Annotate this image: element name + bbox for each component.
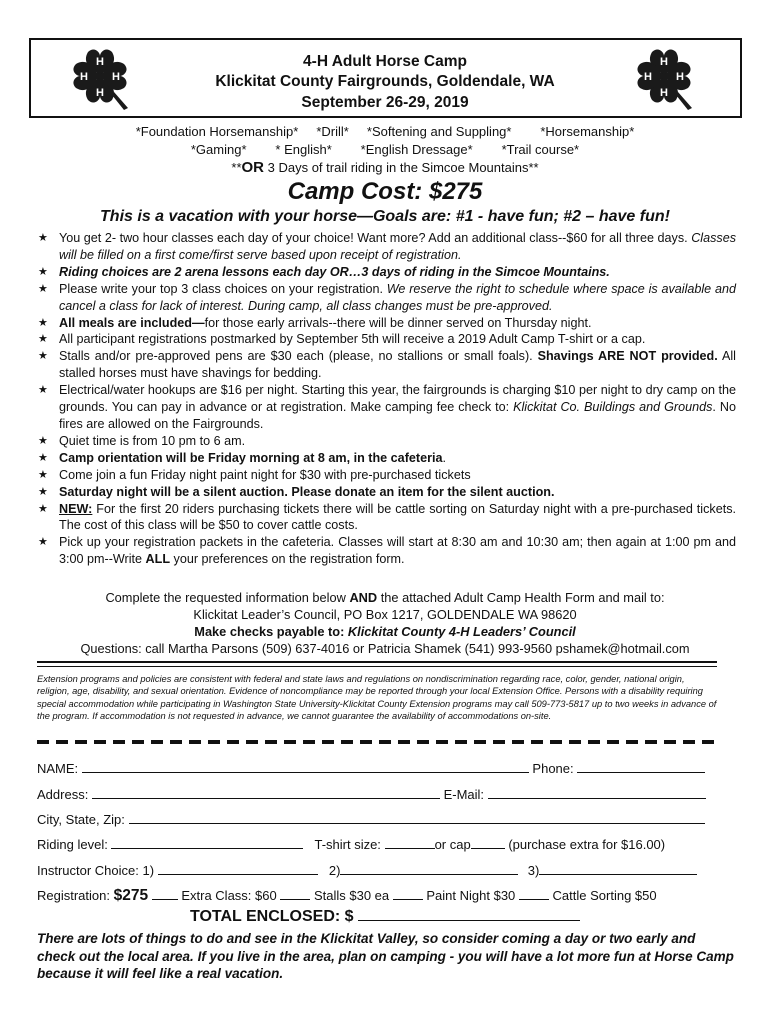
cattle-sorting-label: Cattle Sorting $50 <box>552 888 657 903</box>
list-item <box>36 433 736 450</box>
logo-letter-top: H <box>96 56 104 68</box>
offerings-line-1: *Foundation Horsemanship* *Drill* *Softening and Suppling* *Horsemanship* <box>135 124 635 139</box>
star-bullet-icon: ★ <box>38 384 48 397</box>
bullet-text: for those early arrivals--there will be dinner served on Thursday night. <box>204 315 592 330</box>
total-enclosed-row <box>0 906 770 926</box>
total-enclosed-field[interactable] <box>358 906 580 921</box>
registration-amount: $275 <box>113 887 149 904</box>
divider-thick <box>37 661 717 663</box>
star-bullet-icon: ★ <box>38 434 48 447</box>
cap-field[interactable] <box>471 836 505 849</box>
bullet-text-bold: Shavings ARE NOT provided. <box>537 349 718 364</box>
form-row-address <box>37 786 727 803</box>
offerings-prefix: ** <box>231 160 242 175</box>
logo-letter-right: H <box>112 71 120 83</box>
extra-class-label: Extra Class: $60 <box>181 888 277 903</box>
offerings-or: OR <box>241 159 265 176</box>
choice-3-label: 3) <box>527 863 540 878</box>
choice-2-label: 2) <box>328 863 341 878</box>
registration-field[interactable] <box>152 887 178 900</box>
list-item <box>36 484 736 501</box>
event-dates: September 26-29, 2019 <box>301 94 469 111</box>
cut-line-divider <box>37 740 719 744</box>
extra-class-field[interactable] <box>280 887 310 900</box>
phone-field[interactable] <box>577 760 705 773</box>
tshirt-size-field[interactable] <box>385 836 435 849</box>
phone-label: Phone: <box>532 761 574 776</box>
star-bullet-icon: ★ <box>38 468 48 481</box>
email-label: E-Mail: <box>443 787 485 802</box>
address-label: Address: <box>37 787 89 802</box>
bullet-text-italic: We reserve the right to schedule where space is available and cancel a class for lack of interest. During camp, all class changes must be pre-approved. <box>59 281 736 313</box>
mail-text-bold: AND <box>349 590 378 605</box>
camp-cost-heading: Camp Cost: $275 <box>287 178 483 205</box>
logo-letter-right: H <box>676 71 684 83</box>
bullet-text: For the first 20 riders purchasing tickets there will be cattle sorting on Saturday night with a pre-purchased tickets. The cost of this class will be $50 to cover cattle costs. <box>59 501 736 533</box>
bullet-text: your preferences on the registration form. <box>170 552 405 567</box>
instructor-choice-label: Instructor Choice: 1) <box>37 863 155 878</box>
bullet-text: You get 2- two hour classes each day of your choice! Want more? Add an additional class--$60 for all three days. <box>59 231 692 245</box>
bullet-text-italic: Klickitat Co. Buildings and Grounds <box>513 400 713 415</box>
list-item <box>36 382 736 433</box>
list-item <box>36 450 736 467</box>
star-bullet-icon: ★ <box>38 232 48 244</box>
riding-level-label: Riding level: <box>37 837 108 852</box>
riding-level-field[interactable] <box>111 836 303 849</box>
list-item <box>36 264 736 281</box>
bullet-text-bold: All meals are included— <box>59 315 205 330</box>
nondiscrimination-disclaimer: Extension programs and policies are consistent with federal and state laws and regulations on nondiscrimination regarding race, color, gender, national origin, religion, age, disability, and sexual orientation. Evidence of noncompliance may be reported through your local Extension Office. Persons with a disability requiring special accommodation while participating in Washington State University-Klickitat County Extension programs may call 509-773-5817 up to two weeks in advance of the program. If accommodation is not requested in advance, we cannot guarantee the availability of accommodations on-site. <box>37 674 717 721</box>
star-bullet-icon: ★ <box>38 333 48 346</box>
bullet-text: All participant registrations postmarked by September 5th will receive a 2019 Adult Camp T-shirt or a cap. <box>59 332 646 347</box>
list-item <box>36 331 736 348</box>
logo-letter-top: H <box>660 56 668 68</box>
logo-letter-left: H <box>644 71 652 83</box>
form-row-name <box>37 760 727 777</box>
bullet-text-bold: Saturday night will be a silent auction. Please donate an item for the silent auction. <box>59 484 555 499</box>
name-field[interactable] <box>82 760 529 773</box>
offerings-line-2: *Gaming* * English* *English Dressage* *Trail course* <box>190 142 580 157</box>
bullet-text-bold: NEW: <box>59 501 93 516</box>
form-row-city <box>37 811 727 828</box>
bullet-text: Quiet time is from 10 pm to 6 am. <box>59 433 246 448</box>
list-item <box>36 230 736 264</box>
tshirt-label: T-shirt size: <box>314 837 381 852</box>
offerings-line-3 <box>0 159 770 177</box>
bullet-text-bold: Riding choices are 2 arena lessons each day OR…3 days of riding in the Simcoe Mountains. <box>59 264 610 279</box>
contact-questions: Questions: call Martha Parsons (509) 637-4016 or Patricia Shamek (541) 993-9560 pshamek@hotmail.com <box>80 641 690 656</box>
bullet-text-bold: Camp orientation will be Friday morning at 8 am, in the cafeteria <box>59 450 443 465</box>
form-row-registration <box>37 887 727 904</box>
star-bullet-icon: ★ <box>38 451 48 464</box>
closing-note: There are lots of things to do and see in the Klickitat Valley, so consider coming a day or two early and check out the local area. If you live in the area, plan on camping - you will have a lot more fun at Horse Camp because it will feel like a real vacation. <box>37 931 734 981</box>
bullet-text-bold: ALL <box>145 552 171 567</box>
star-bullet-icon: ★ <box>38 502 48 515</box>
mail-text: the attached Adult Camp Health Form and mail to: <box>377 590 665 605</box>
email-field[interactable] <box>488 786 706 799</box>
city-field[interactable] <box>129 811 705 824</box>
city-label: City, State, Zip: <box>37 812 125 827</box>
list-item <box>36 348 736 382</box>
list-item <box>36 467 736 484</box>
offerings-rest: 3 Days of trail riding in the Simcoe Mountains** <box>264 160 539 175</box>
registration-label: Registration: <box>37 888 110 903</box>
bullet-text: Stalls and/or pre-approved pens are $30 each (please, no stallions or small foals). <box>59 349 538 364</box>
star-bullet-icon: ★ <box>38 282 48 295</box>
bullet-text: Electrical/water hookups are $16 per night. Starting this year, the fairgrounds is charging $10 per night to dry camp on the grounds. You can pay in advance or at registration. Make camping fee check to: <box>59 383 736 415</box>
stalls-label: Stalls $30 ea <box>313 888 390 903</box>
list-item <box>36 281 736 315</box>
info-bullet-list <box>36 230 736 568</box>
form-row-instructor <box>37 862 727 879</box>
form-row-riding <box>37 836 727 853</box>
purchase-extra-label: (purchase extra for $16.00) <box>504 837 666 852</box>
event-location: Klickitat County Fairgrounds, Goldendale, WA <box>215 73 555 90</box>
event-title: 4-H Adult Horse Camp <box>303 53 467 70</box>
instructor-choice-2-field[interactable] <box>340 862 518 875</box>
vacation-subheading: This is a vacation with your horse—Goals are: #1 - have fun; #2 – have fun! <box>100 208 670 225</box>
name-label: NAME: <box>37 761 79 776</box>
list-item <box>36 501 736 535</box>
total-enclosed-label: TOTAL ENCLOSED: $ <box>189 908 354 925</box>
checks-label: Make checks payable to: <box>194 624 348 639</box>
instructor-choice-1-field[interactable] <box>158 862 318 875</box>
address-field[interactable] <box>92 786 440 799</box>
list-item <box>36 534 736 568</box>
bullet-text-italic: Classes will be filled on a first come/first serve based upon receipt of registration. <box>59 231 736 262</box>
star-bullet-icon: ★ <box>38 536 48 549</box>
bullet-text: Come join a fun Friday night paint night for $30 with pre-purchased tickets <box>59 467 471 482</box>
bullet-text: . No fires are allowed on the Fairgrounds. <box>59 400 736 431</box>
checks-payee: Klickitat County 4-H Leaders’ Council <box>347 624 576 639</box>
paint-night-label: Paint Night $30 <box>426 888 516 903</box>
bullet-text: Please write your top 3 class choices on your registration. <box>59 281 387 296</box>
divider-thin <box>37 666 717 667</box>
logo-letter-bottom: H <box>96 87 104 99</box>
paint-night-field[interactable] <box>519 887 549 900</box>
bullet-text: . <box>442 450 446 465</box>
stalls-field[interactable] <box>393 887 423 900</box>
or-cap-label: or cap <box>434 837 471 852</box>
bullet-text: Pick up your registration packets in the cafeteria. Classes will start at 8:30 am and 10:30 am; then again at 1:00 pm and 3:00 pm--Write <box>59 535 736 567</box>
mail-text: Complete the requested information below <box>105 590 350 605</box>
mail-instructions <box>0 589 770 606</box>
mailing-address: Klickitat Leader’s Council, PO Box 1217, GOLDENDALE WA 98620 <box>193 607 577 622</box>
bullet-text: All stalled horses must have shavings for bedding. <box>59 349 736 381</box>
star-bullet-icon: ★ <box>38 485 48 498</box>
star-bullet-icon: ★ <box>38 316 48 329</box>
instructor-choice-3-field[interactable] <box>539 862 697 875</box>
logo-letter-bottom: H <box>660 87 668 99</box>
star-bullet-icon: ★ <box>38 265 48 278</box>
list-item <box>36 315 736 332</box>
checks-payable <box>0 623 770 640</box>
logo-letter-left: H <box>80 71 88 83</box>
star-bullet-icon: ★ <box>38 350 48 363</box>
